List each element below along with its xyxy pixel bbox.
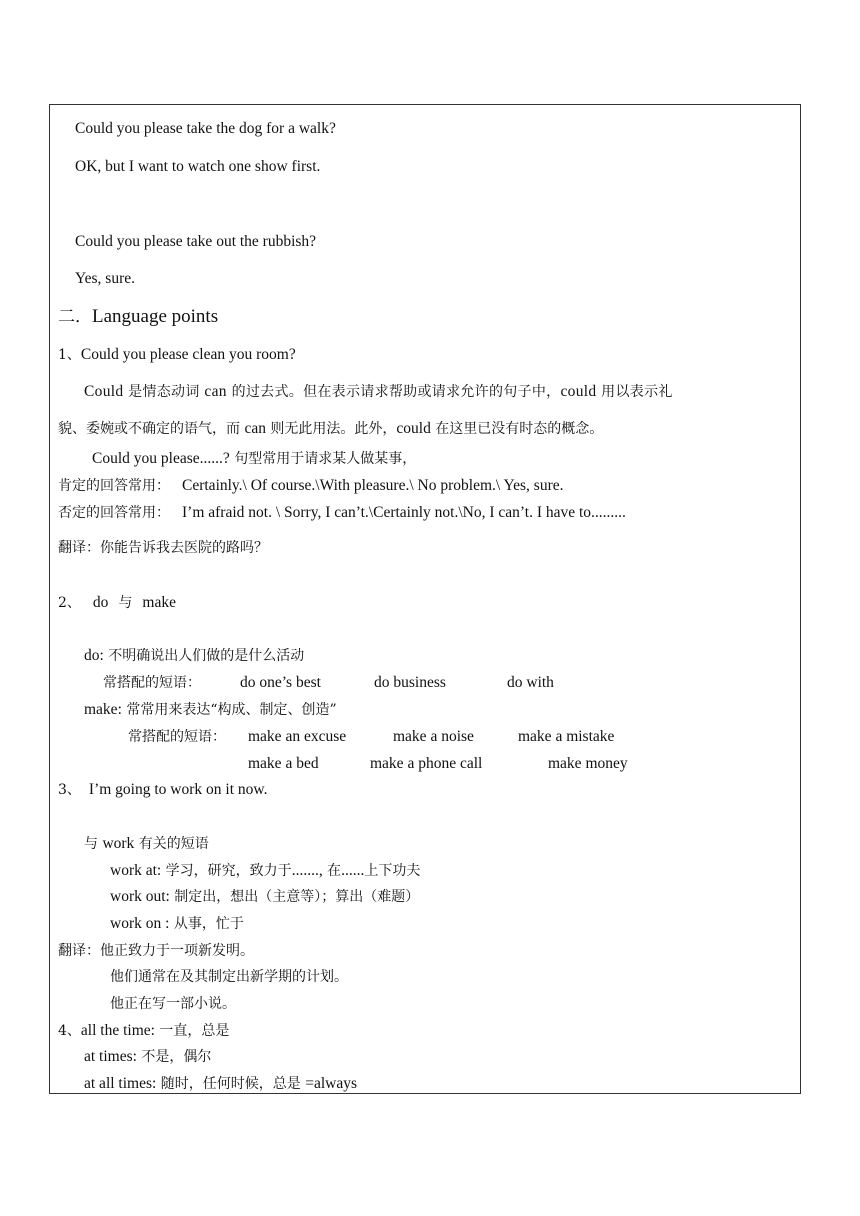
- word-can: can: [244, 420, 266, 437]
- negative-label: 否定的回答常用：: [58, 505, 170, 521]
- point-3-translate-1: [58, 941, 254, 961]
- section-title: Language points: [92, 306, 219, 327]
- phrases-label: 常搭配的短语：: [103, 675, 201, 691]
- pattern-cn: 句型常用于请求某人做某事，: [229, 451, 417, 467]
- point-3-translate-2: 他们通常在及其制定出新学期的计划。: [110, 969, 348, 985]
- make-desc: 常常用来表达“构成、制定、创造”: [121, 702, 337, 718]
- word-do: do: [92, 594, 109, 611]
- dialogue-line-4: Yes, sure.: [75, 270, 136, 287]
- make-phrase-1: make an excuse: [248, 728, 347, 745]
- phrase-en: at times:: [84, 1048, 137, 1065]
- work-out-en: work out:: [110, 888, 170, 905]
- do-phrase-1: do one’s best: [240, 674, 321, 691]
- dialogue-line-3: Could you please take out the rubbish?: [75, 233, 317, 250]
- dialogue-line-1: Could you please take the dog for a walk?: [75, 120, 336, 137]
- exp-text: 貌、委婉或不确定的语气，而: [58, 421, 245, 437]
- make-label: make:: [84, 701, 122, 718]
- point-4-line-3: [84, 1074, 357, 1094]
- make-phrase-5: make a phone call: [370, 755, 483, 772]
- phrase-en: at all times:: [84, 1075, 157, 1092]
- point-1-heading: [58, 345, 296, 365]
- work-at-cn: 学习，研究，致力于: [161, 863, 292, 879]
- point-1-translate: 翻译：你能告诉我去医院的路吗？: [58, 540, 268, 556]
- do-definition: [84, 646, 304, 666]
- work-at-line: [110, 861, 420, 881]
- intro-text: 有关的短语: [134, 836, 209, 852]
- word-could: could: [560, 383, 597, 400]
- make-definition: [84, 700, 337, 720]
- dialogue-line-2: OK, but I want to watch one show first.: [75, 158, 321, 175]
- make-phrase-2: make a noise: [393, 728, 474, 745]
- make-phrases-label: [128, 727, 226, 747]
- positive-text: Certainly.\ Of course.\With pleasure.\ No problem.\ Yes, sure.: [182, 477, 564, 494]
- work-phrases-intro: [84, 834, 209, 854]
- work-on-line: [110, 914, 244, 934]
- point-3-number: 3、: [58, 782, 81, 798]
- point-1-explanation-line-2: [58, 419, 603, 439]
- section-marker: 二．: [58, 307, 92, 327]
- make-phrase-3: make a mistake: [518, 728, 615, 745]
- phrases-label: 常搭配的短语：: [128, 729, 226, 745]
- work-on-cn: 从事，忙于: [169, 916, 244, 932]
- do-desc: 不明确说出人们做的是什么活动: [103, 648, 305, 664]
- point-1-negative-answers: [58, 503, 626, 523]
- exp-text: 在这里已没有时态的概念。: [430, 421, 604, 437]
- work-at-cn: 上下功夫: [364, 863, 421, 879]
- do-phrase-2: do business: [374, 674, 446, 691]
- point-2-heading: [58, 593, 176, 613]
- positive-label: 肯定的回答常用：: [58, 478, 170, 494]
- section-heading: [58, 305, 218, 329]
- make-phrase-6: make money: [548, 755, 628, 772]
- word-make: make: [142, 594, 176, 611]
- negative-text: I’m afraid not. \ Sorry, I can’t.\Certainly not.\No, I can’t. I have to.........: [182, 504, 626, 521]
- phrase-en: all the time:: [80, 1022, 155, 1039]
- point-1-sentence: Could you please clean you room?: [80, 346, 296, 363]
- phrase-cn: 一直，总是: [154, 1023, 230, 1039]
- work-at-cn: 在: [322, 863, 342, 879]
- work-at-dots: .......,: [291, 862, 323, 879]
- do-phrase-3: do with: [507, 674, 554, 691]
- point-1-number: 1、: [58, 347, 81, 363]
- point-3-translate-3: 他正在写一部小说。: [110, 996, 236, 1012]
- exp-text: 的过去式。但在表示请求帮助或请求允许的句子中，: [226, 384, 561, 400]
- phrase-tail: =always: [305, 1075, 358, 1092]
- point-2-number: 2、: [58, 595, 81, 611]
- phrase-cn: 随时，任何时候，总是: [156, 1076, 306, 1092]
- phrase-cn: 不是，偶尔: [136, 1049, 212, 1065]
- word-work: work: [102, 835, 135, 852]
- translate-sentence: 他正致力于一项新发明。: [100, 943, 254, 959]
- work-on-en: work on :: [110, 915, 170, 932]
- work-out-cn: 制定出，想出（主意等）；算出（难题）: [169, 889, 420, 905]
- point-1-explanation-line-1: [84, 382, 673, 402]
- exp-text: 用以表示礼: [596, 384, 673, 400]
- work-out-line: [110, 887, 419, 907]
- point-3-sentence: I’m going to work on it now.: [88, 781, 268, 798]
- do-label: do:: [84, 647, 104, 664]
- point-1-pattern: [92, 449, 416, 469]
- point-4-line-1: [58, 1021, 229, 1041]
- work-at-dots: ......: [341, 862, 365, 879]
- word-could: Could: [84, 383, 124, 400]
- pattern-en: Could you please......?: [92, 450, 230, 467]
- exp-text: 则无此用法。此外，: [265, 421, 397, 437]
- point-1-positive-answers: [58, 476, 564, 496]
- translate-label: 翻译：: [58, 943, 100, 959]
- exp-text: 是情态动词: [123, 384, 205, 400]
- point-4-line-2: [84, 1047, 211, 1067]
- intro-text: 与: [84, 836, 103, 852]
- do-phrases: [103, 673, 201, 693]
- word-can: can: [204, 383, 227, 400]
- word-yu: 与: [118, 595, 133, 611]
- point-3-heading: [58, 780, 267, 800]
- work-at-en: work at:: [110, 862, 162, 879]
- make-phrase-4: make a bed: [248, 755, 319, 772]
- word-could: could: [396, 420, 431, 437]
- point-4-number: 4、: [58, 1023, 81, 1039]
